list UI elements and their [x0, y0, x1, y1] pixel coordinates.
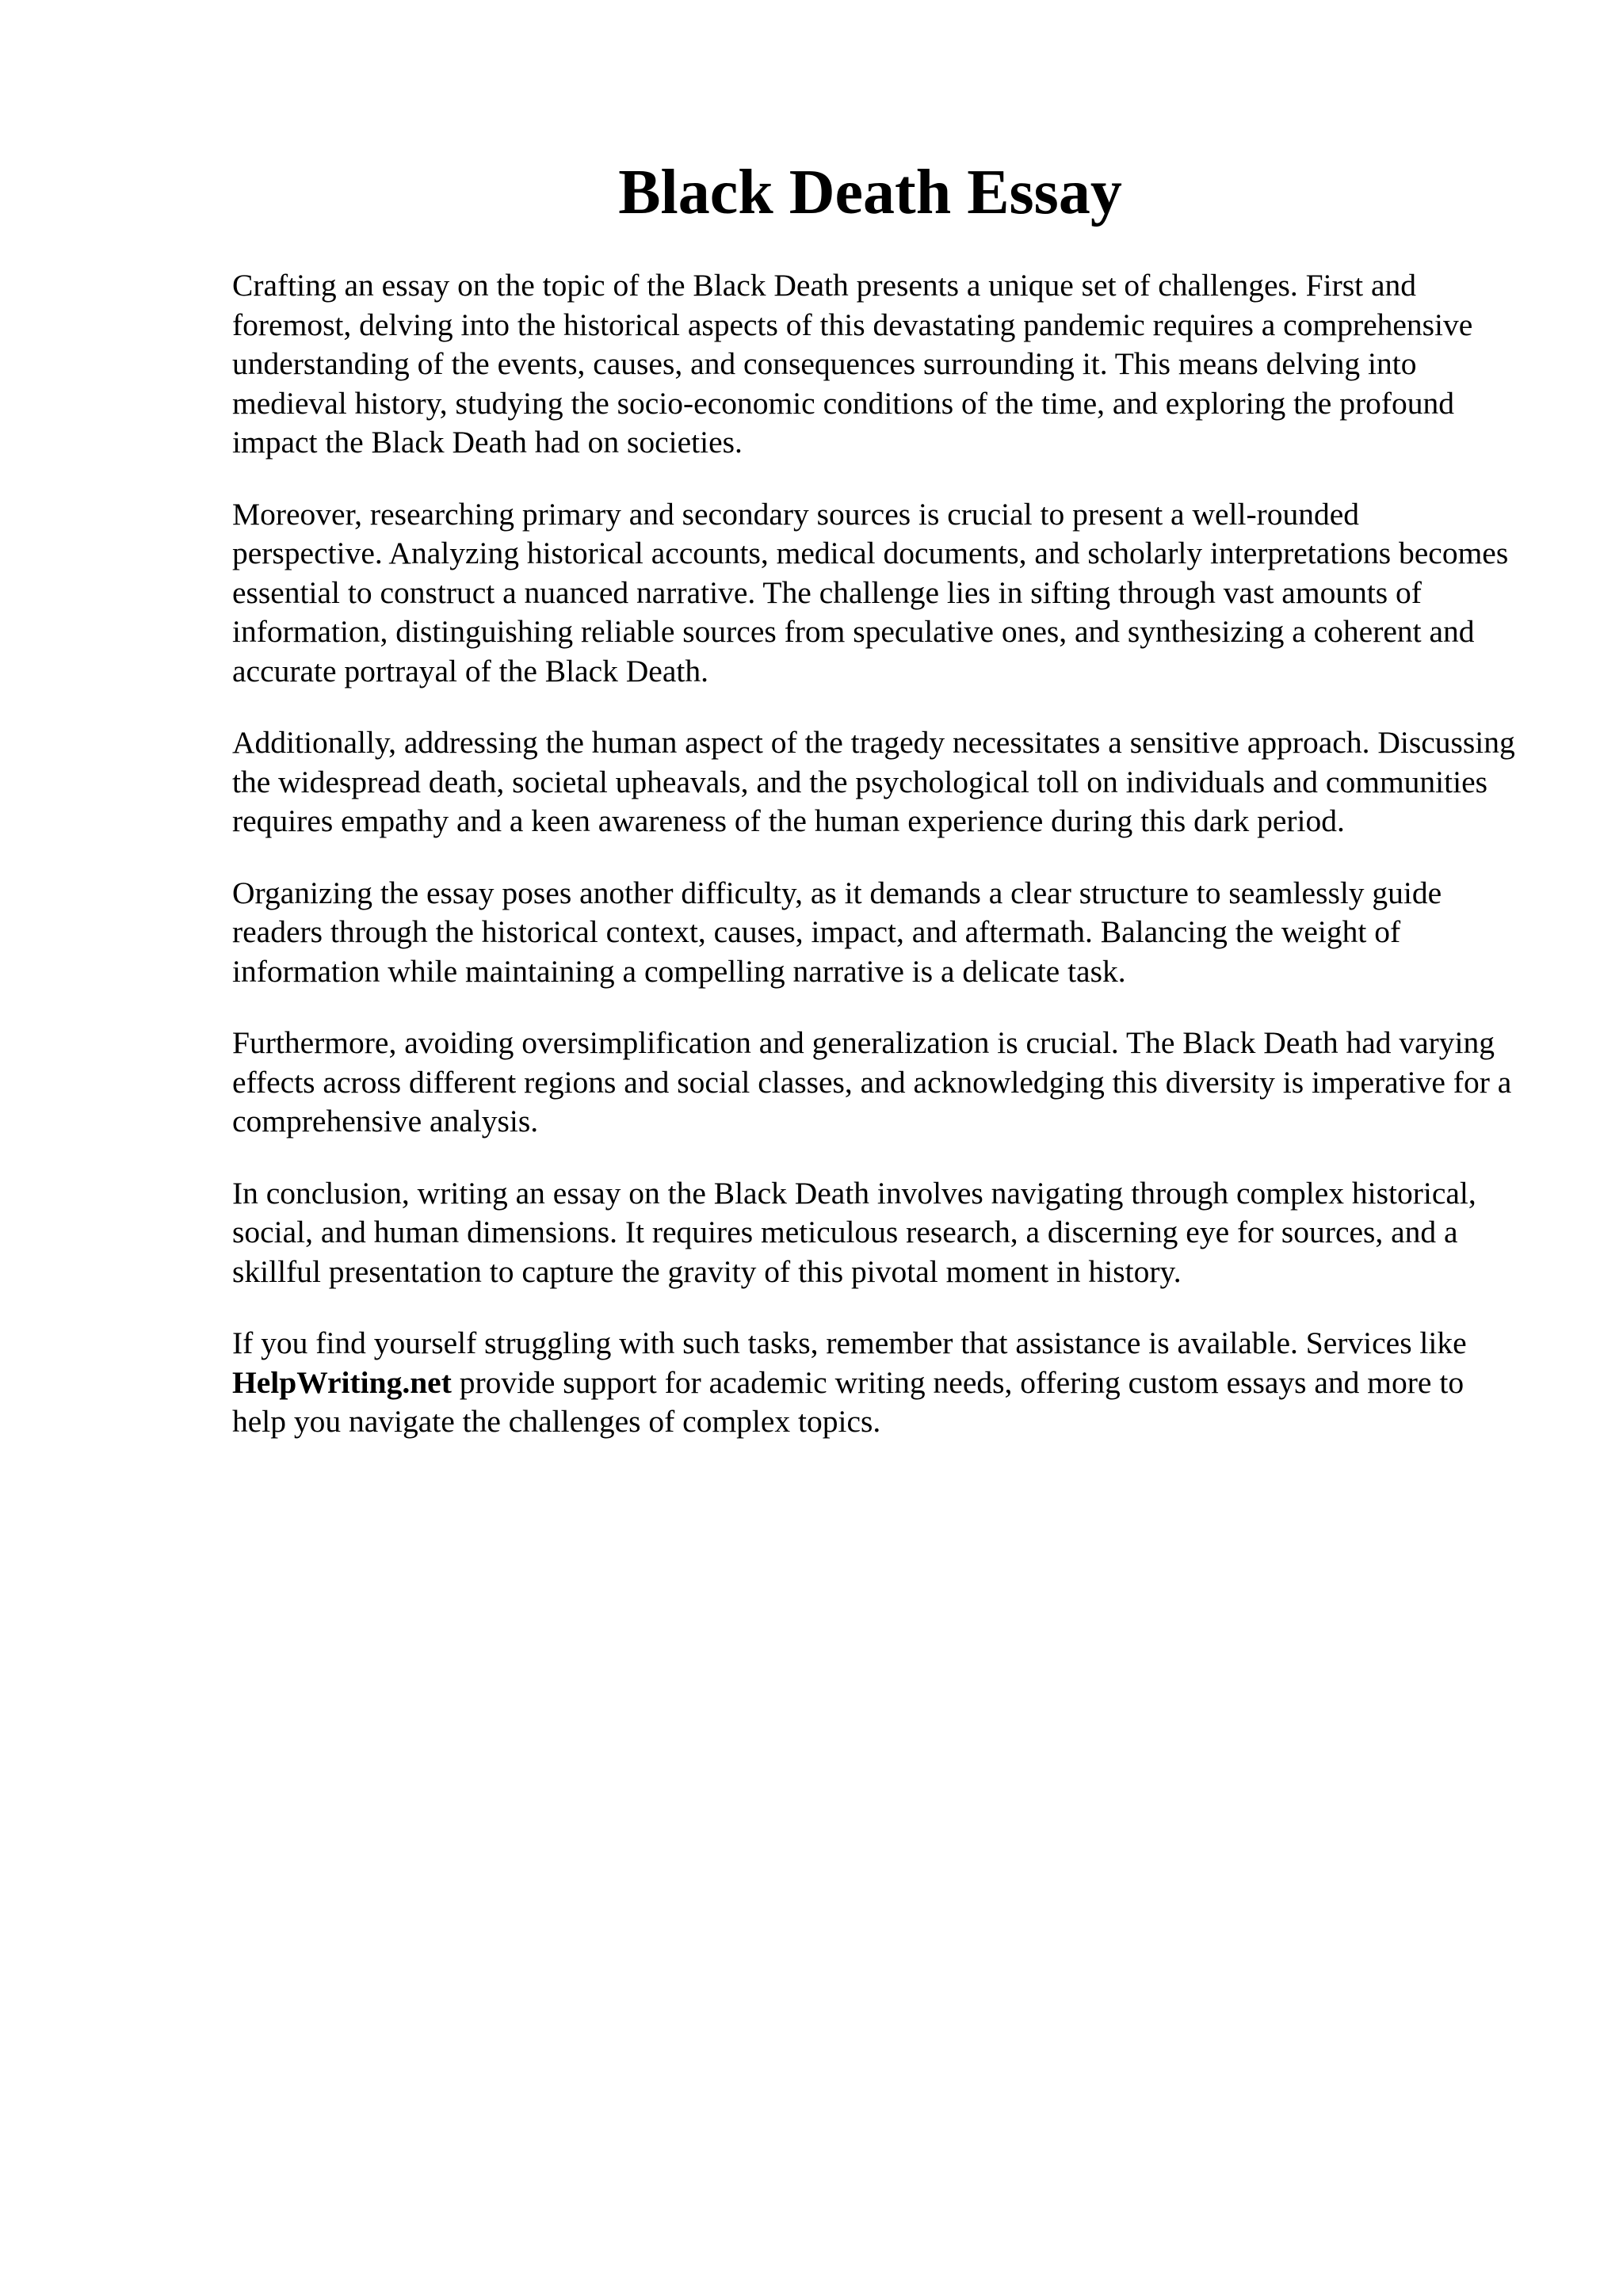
paragraph-3: Additionally, addressing the human aspect of the tragedy necessitates a sensitive approach. Discussing the widespread death, societal upheavals, and the psychological toll on individuals and communities requires empathy and a keen awareness of the human experience during this dark period.	[232, 725, 1515, 838]
paragraph-4: Organizing the essay poses another difficulty, as it demands a clear structure to seamlessly guide readers through the historical context, causes, impact, and aftermath. Balancing the weight of information while maintaining a compelling narrative is a delicate task.	[232, 875, 1442, 989]
paragraph-2: Moreover, researching primary and secondary sources is crucial to present a well-rounded perspective. Analyzing historical accounts, medical documents, and scholarly interpretations becomes essential to construct a nuanced narrative. The challenge lies in sifting through vast amounts of information, distinguishing reliable sources from speculative ones, and synthesizing a coherent and accurate portrayal of the Black Death.	[232, 496, 1509, 688]
closing-paragraph	[232, 1324, 1516, 1442]
closing-text-after: provide support for academic writing needs, offering custom essays and more to help you navigate the challenges of complex topics.	[232, 1364, 1465, 1439]
paragraph-5: Furthermore, avoiding oversimplification and generalization is crucial. The Black Death had varying effects across different regions and social classes, and acknowledging this diversity is imperative for a comprehensive analysis.	[232, 1025, 1512, 1138]
paragraph-1: Crafting an essay on the topic of the Black Death presents a unique set of challenges. First and foremost, delving into the historical aspects of this devastating pandemic requires a comprehensive understanding of the events, causes, and consequences surrounding it. This means delving into medieval history, studying the socio-economic conditions of the time, and exploring the profound impact the Black Death had on societies.	[232, 268, 1473, 460]
page-title: Black Death Essay	[618, 158, 1122, 227]
paragraph-6: In conclusion, writing an essay on the Black Death involves navigating through complex historical, social, and human dimensions. It requires meticulous research, a discerning eye for sources, and a skillful presentation to capture the gravity of this pivotal moment in history.	[232, 1175, 1476, 1289]
closing-text-before: If you find yourself struggling with such tasks, remember that assistance is available. Services like	[232, 1325, 1467, 1360]
brand-link[interactable]: HelpWriting.net	[232, 1364, 452, 1400]
essay-body	[232, 266, 1516, 1474]
